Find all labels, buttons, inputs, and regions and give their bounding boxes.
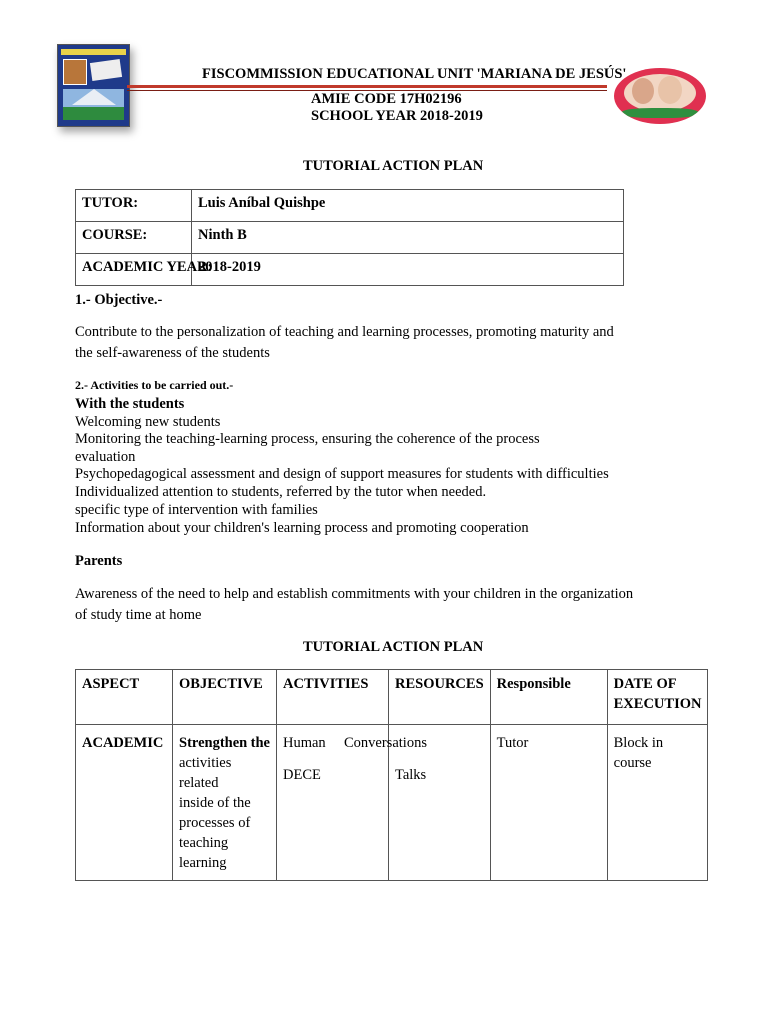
objective-line: teaching [179,835,229,851]
header-date-line-2: EXECUTION [613,696,702,712]
objective-line: learning [179,855,227,871]
activities-human: Human [283,735,326,751]
cell-objective [173,725,277,881]
header-aspect: ASPECT [76,670,173,725]
list-item: Psychopedagogical assessment and design of support measures for students with difficulties [75,466,609,482]
list-item: Individualized attention to students, referred by the tutor when needed. [75,484,487,500]
objective-line: activities [179,755,232,771]
header-date [607,670,708,725]
course-label: COURSE: [76,222,192,254]
tutor-label: TUTOR: [76,190,192,222]
school-crest-icon [57,44,130,127]
info-table [75,189,624,286]
list-item: Information about your children's learning process and promoting cooperation [75,520,529,536]
objective-line: related [179,775,219,791]
parents-line-1: Awareness of the need to help and establish commitments with your children in the organization [75,586,634,602]
activities-conversations: Conversations [344,735,427,751]
objective-line: inside of the [179,795,251,811]
objective-first-word: Strengthen [179,735,248,751]
plan-table [75,669,708,881]
objective-line: processes of [179,815,251,831]
table-row [76,254,624,286]
table-row [76,670,708,725]
objective-line-1: Contribute to the personalization of teaching and learning processes, promoting maturity and [75,324,614,340]
amie-code: AMIE CODE 17H02196 [311,91,462,107]
activities-dece: DECE [283,767,321,783]
activities-heading: 2.- Activities to be carried out.- [75,378,234,392]
header-date-line-1: DATE OF [613,676,677,692]
list-item: Welcoming new students [75,414,221,430]
school-year: SCHOOL YEAR 2018-2019 [311,108,483,124]
header-activities: ACTIVITIES [277,670,389,725]
table-row [76,725,708,881]
cell-aspect: ACADEMIC [76,725,173,881]
table-row [76,222,624,254]
tutor-value: Luis Aníbal Quishpe [192,190,624,222]
objective-the-word: the [250,735,270,751]
course-value: Ninth B [192,222,624,254]
list-item: Monitoring the teaching-learning process, ensuring the coherence of the process [75,431,540,447]
header-responsible: Responsible [490,670,607,725]
header-rule [127,85,607,88]
objective-heading: 1.- Objective.- [75,292,163,308]
list-item: evaluation [75,449,136,465]
date-line-1: Block in [613,735,664,751]
header-resources: RESOURCES [389,670,491,725]
institution-name: FISCOMMISSION EDUCATIONAL UNIT 'MARIANA DE JESÚS' [202,66,627,82]
table-row [76,190,624,222]
academic-year-label-text: ACADEMIC YEAR: [82,259,213,275]
header-objective: OBJECTIVE [173,670,277,725]
objective-line-2: the self-awareness of the students [75,345,270,361]
doc-title: TUTORIAL ACTION PLAN [303,158,484,174]
academic-year-value: 2018-2019 [192,254,624,286]
list-item: specific type of intervention with families [75,502,318,518]
academic-year-label [76,254,213,286]
date-line-2: course [613,755,652,771]
cell-responsible: Tutor [490,725,607,881]
students-heading: With the students [75,396,185,412]
parents-line-2: of study time at home [75,607,202,623]
objective-first-line [179,733,270,753]
portrait-emblem-icon [614,68,706,124]
plan-title: TUTORIAL ACTION PLAN [303,639,484,655]
cell-date [607,725,708,881]
cell-resources: Talks [389,725,491,881]
parents-heading: Parents [75,553,123,569]
activities-line-1 [283,733,427,753]
